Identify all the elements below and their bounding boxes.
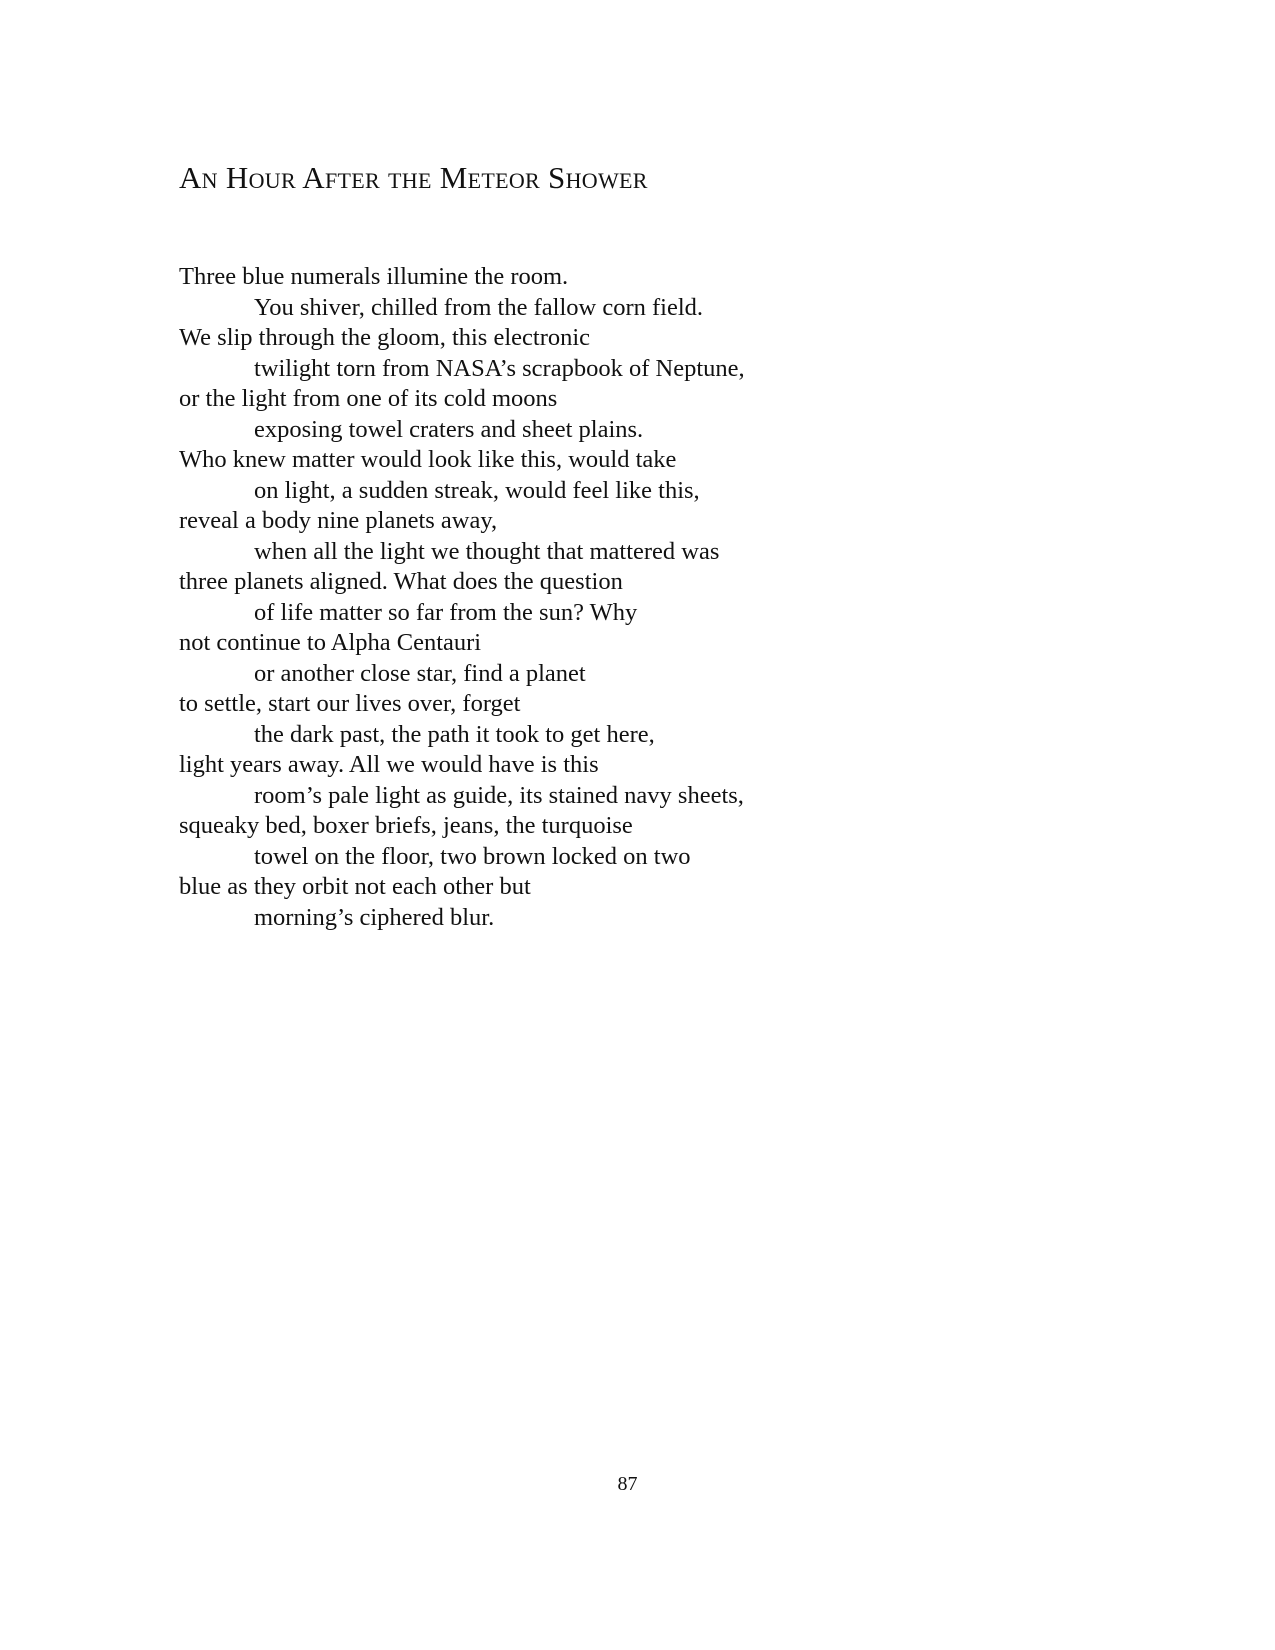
poem-line: three planets aligned. What does the question	[179, 568, 623, 595]
poem-line: not continue to Alpha Centauri	[179, 629, 482, 656]
poem-line: towel on the floor, two brown locked on two	[254, 842, 691, 870]
poem-line: or another close star, find a planet	[254, 659, 586, 687]
poem-line: when all the light we thought that mattered was	[254, 537, 720, 565]
poem-line: on light, a sudden streak, would feel like this,	[254, 476, 700, 504]
poem-line: twilight torn from NASA’s scrapbook of Neptune,	[254, 354, 745, 382]
poem-line: Who knew matter would look like this, would take	[179, 446, 677, 473]
poem-line: Three blue numerals illumine the room.	[179, 263, 569, 290]
poem-line: to settle, start our lives over, forget	[179, 690, 521, 717]
poem-line: reveal a body nine planets away,	[179, 507, 498, 534]
poem-title: An Hour After the Meteor Shower	[179, 160, 648, 195]
page-number: 87	[617, 1473, 638, 1495]
poem-line: You shiver, chilled from the fallow corn field.	[254, 293, 704, 321]
poem-line: of life matter so far from the sun? Why	[254, 598, 638, 626]
poem-line: morning’s ciphered blur.	[254, 903, 495, 931]
poem-line: room’s pale light as guide, its stained navy sheets,	[254, 781, 744, 809]
poem-body	[179, 262, 745, 933]
poem-line: the dark past, the path it took to get here,	[254, 720, 655, 748]
poem-line: exposing towel craters and sheet plains.	[254, 415, 644, 443]
poem-line: blue as they orbit not each other but	[179, 873, 531, 900]
poem-line: squeaky bed, boxer briefs, jeans, the turquoise	[179, 812, 633, 839]
poem-line: We slip through the gloom, this electronic	[179, 324, 591, 351]
poem-line: light years away. All we would have is this	[179, 751, 599, 778]
poem-line: or the light from one of its cold moons	[179, 385, 558, 412]
